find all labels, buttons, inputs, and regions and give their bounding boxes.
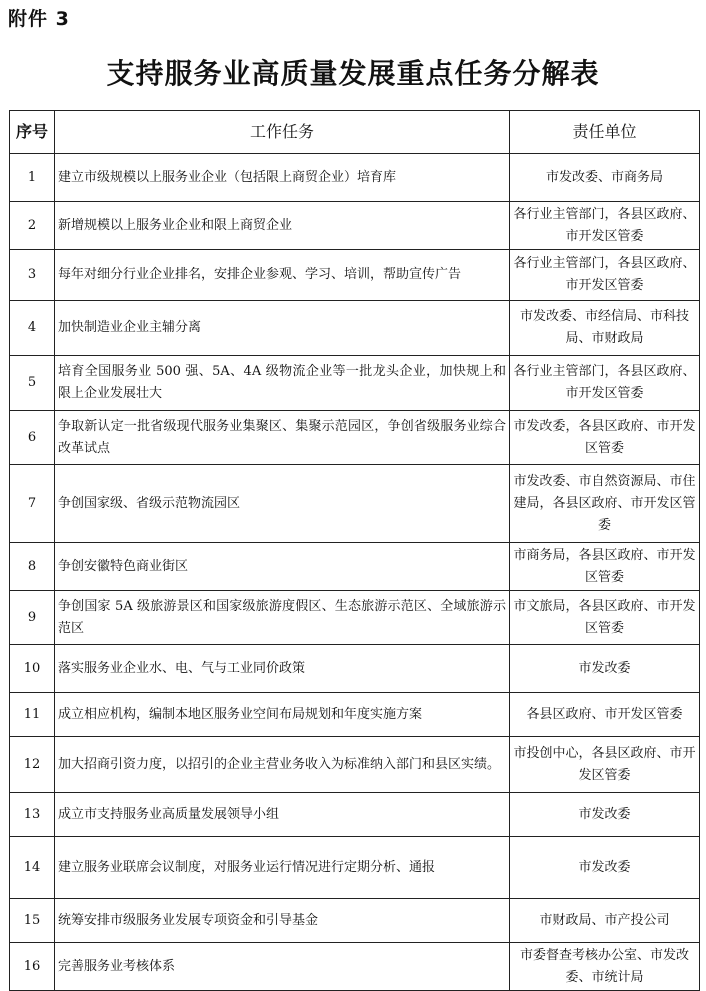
- row-task: 培育全国服务业 500 强、5A、4A 级物流企业等一批龙头企业，加快规上和限上企业发展壮大: [55, 356, 510, 411]
- row-task: 统筹安排市级服务业发展专项资金和引导基金: [55, 899, 510, 943]
- row-unit: 市文旅局，各县区政府、市开发区管委: [510, 591, 700, 645]
- table-row: [10, 301, 700, 356]
- row-task: 加快制造业企业主辅分离: [55, 301, 510, 356]
- row-no: 16: [10, 943, 55, 991]
- row-task: 争创国家 5A 级旅游景区和国家级旅游度假区、生态旅游示范区、全域旅游示范区: [55, 591, 510, 645]
- row-task: 加大招商引资力度，以招引的企业主营业务收入为标准纳入部门和县区实绩。: [55, 737, 510, 793]
- row-unit: 市发改委: [510, 837, 700, 899]
- table-header-row: [10, 111, 700, 154]
- header-task: 工作任务: [55, 111, 510, 154]
- table-row: [10, 465, 700, 543]
- row-no: 14: [10, 837, 55, 899]
- task-table: [9, 110, 700, 991]
- row-no: 2: [10, 202, 55, 250]
- row-task: 争创国家级、省级示范物流园区: [55, 465, 510, 543]
- row-no: 8: [10, 543, 55, 591]
- attachment-label: 附件 3: [8, 8, 70, 30]
- row-unit: 市发改委、市经信局、市科技局、市财政局: [510, 301, 700, 356]
- table-row: [10, 899, 700, 943]
- row-task: 落实服务业企业水、电、气与工业同价政策: [55, 645, 510, 693]
- row-unit: 市发改委、市自然资源局、市住建局，各县区政府、市开发区管委: [510, 465, 700, 543]
- row-unit: 各行业主管部门，各县区政府、市开发区管委: [510, 250, 700, 301]
- page-title: 支持服务业高质量发展重点任务分解表: [106, 57, 600, 90]
- row-unit: 各行业主管部门，各县区政府、市开发区管委: [510, 202, 700, 250]
- row-no: 12: [10, 737, 55, 793]
- row-no: 7: [10, 465, 55, 543]
- row-task: 建立服务业联席会议制度，对服务业运行情况进行定期分析、通报: [55, 837, 510, 899]
- table-row: [10, 202, 700, 250]
- row-unit: 各县区政府、市开发区管委: [510, 693, 700, 737]
- row-unit: 市发改委: [510, 645, 700, 693]
- table-row: [10, 737, 700, 793]
- table-row: [10, 411, 700, 465]
- row-no: 15: [10, 899, 55, 943]
- row-task: 每年对细分行业企业排名，安排企业参观、学习、培训，帮助宣传广告: [55, 250, 510, 301]
- row-unit: 各行业主管部门，各县区政府、市开发区管委: [510, 356, 700, 411]
- row-unit: 市发改委、市商务局: [510, 154, 700, 202]
- row-task: 成立相应机构，编制本地区服务业空间布局规划和年度实施方案: [55, 693, 510, 737]
- table-row: [10, 250, 700, 301]
- row-task: 建立市级规模以上服务业企业（包括限上商贸企业）培育库: [55, 154, 510, 202]
- table-row: [10, 693, 700, 737]
- row-no: 5: [10, 356, 55, 411]
- table-row: [10, 837, 700, 899]
- table-row: [10, 645, 700, 693]
- table-row: [10, 793, 700, 837]
- row-no: 11: [10, 693, 55, 737]
- row-no: 1: [10, 154, 55, 202]
- row-task: 新增规模以上服务业企业和限上商贸企业: [55, 202, 510, 250]
- table-row: [10, 154, 700, 202]
- row-unit: 市委督查考核办公室、市发改委、市统计局: [510, 943, 700, 991]
- row-unit: 市投创中心，各县区政府、市开发区管委: [510, 737, 700, 793]
- row-no: 9: [10, 591, 55, 645]
- row-task: 完善服务业考核体系: [55, 943, 510, 991]
- row-no: 3: [10, 250, 55, 301]
- row-unit: 市财政局、市产投公司: [510, 899, 700, 943]
- table-row: [10, 591, 700, 645]
- row-task: 成立市支持服务业高质量发展领导小组: [55, 793, 510, 837]
- row-no: 4: [10, 301, 55, 356]
- row-task: 争取新认定一批省级现代服务业集聚区、集聚示范园区，争创省级服务业综合改革试点: [55, 411, 510, 465]
- row-unit: 市发改委: [510, 793, 700, 837]
- row-no: 10: [10, 645, 55, 693]
- header-no: 序号: [10, 111, 55, 154]
- row-no: 6: [10, 411, 55, 465]
- row-task: 争创安徽特色商业街区: [55, 543, 510, 591]
- header-unit: 责任单位: [510, 111, 700, 154]
- row-unit: 市发改委，各县区政府、市开发区管委: [510, 411, 700, 465]
- row-unit: 市商务局，各县区政府、市开发区管委: [510, 543, 700, 591]
- table-row: [10, 543, 700, 591]
- row-no: 13: [10, 793, 55, 837]
- table-row: [10, 943, 700, 991]
- table-row: [10, 356, 700, 411]
